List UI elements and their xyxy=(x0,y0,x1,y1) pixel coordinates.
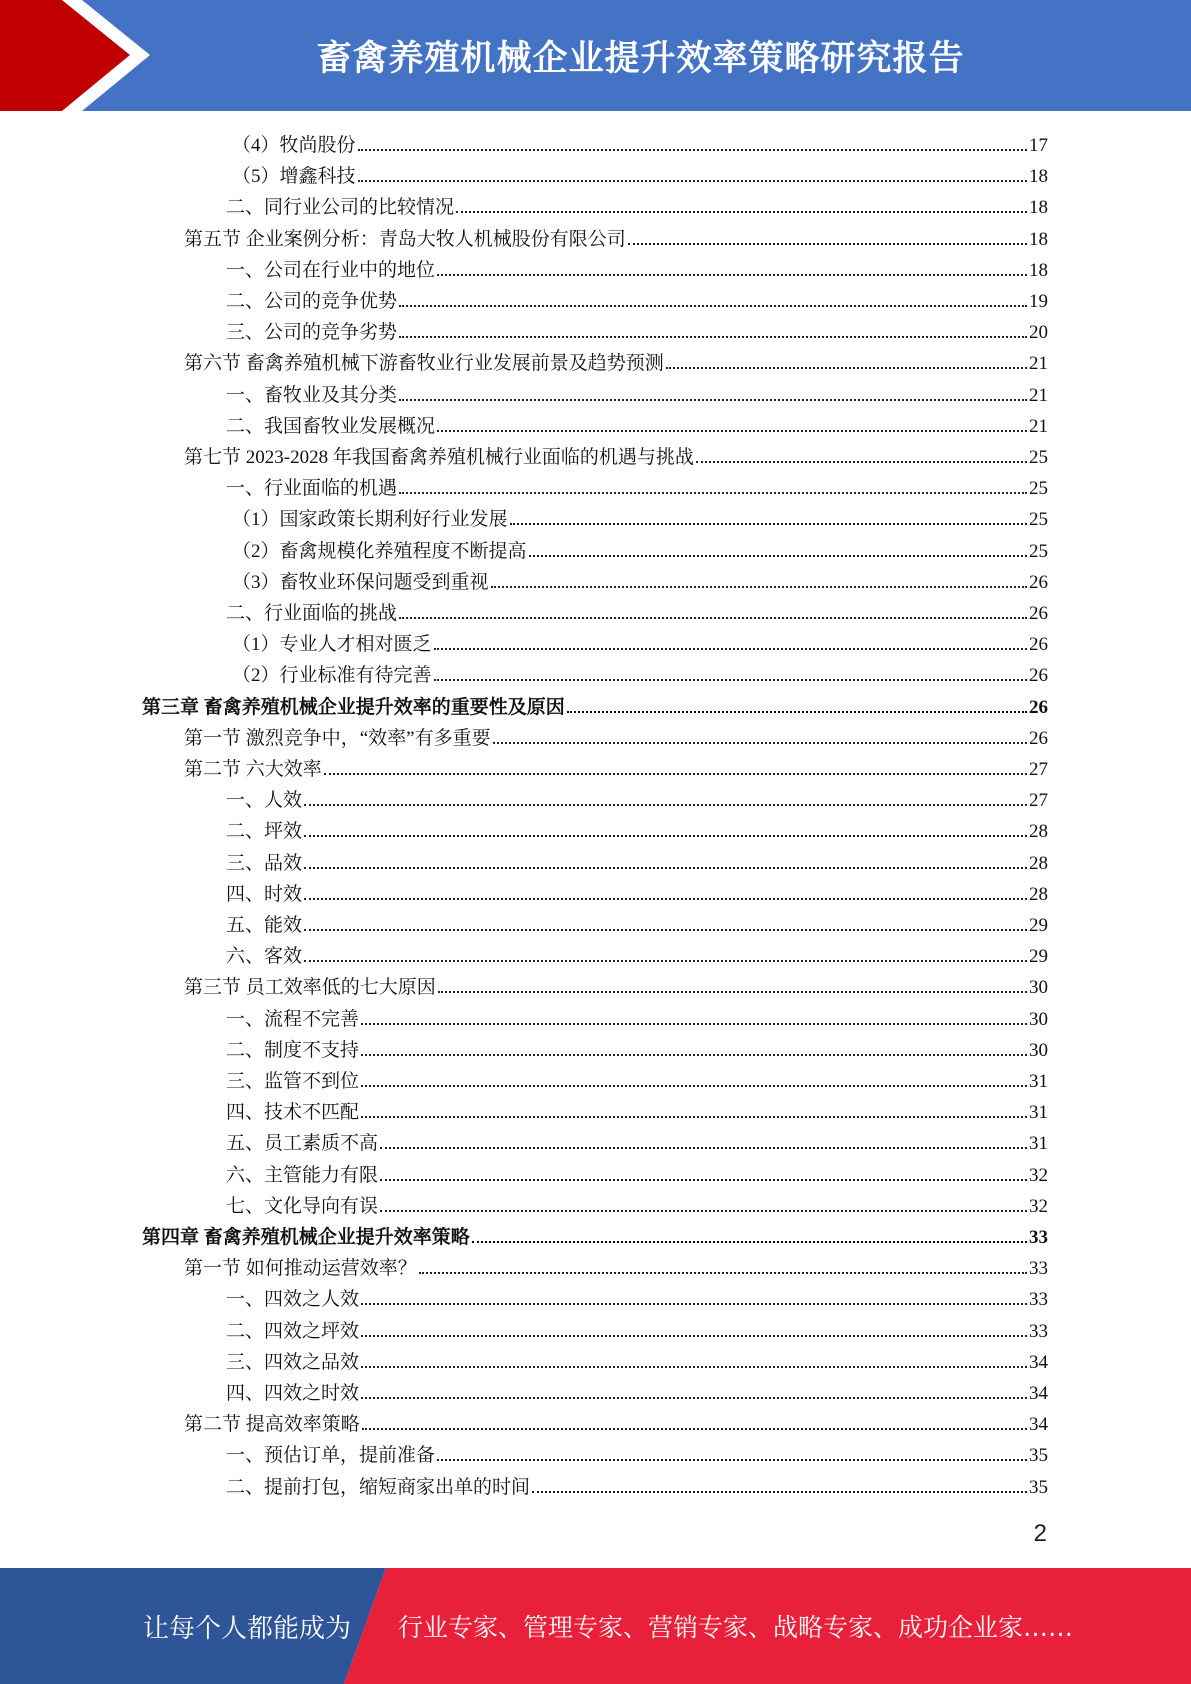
toc-dot-leader xyxy=(399,305,1027,307)
toc-entry[interactable] xyxy=(226,1093,1048,1124)
toc-entry[interactable] xyxy=(232,126,1048,157)
toc-dot-leader xyxy=(399,399,1027,401)
toc-entry-page: 34 xyxy=(1029,1414,1048,1435)
toc-entry-page: 17 xyxy=(1029,135,1048,156)
toc-dot-leader xyxy=(361,1335,1027,1337)
toc-dot-leader xyxy=(361,1054,1027,1056)
footer-slogan-left: 让每个人都能成为 xyxy=(143,1613,352,1644)
toc-entry-page: 19 xyxy=(1029,291,1048,312)
toc-dot-leader xyxy=(362,1428,1027,1430)
toc-dot-leader xyxy=(380,1147,1027,1149)
toc-entry-page: 18 xyxy=(1029,229,1048,250)
toc-entry-page: 26 xyxy=(1029,634,1048,655)
toc-entry-page: 29 xyxy=(1029,946,1048,967)
toc-dot-leader xyxy=(380,1179,1027,1181)
toc-dot-leader xyxy=(456,211,1027,213)
toc-entry-title: 三、品效 xyxy=(226,853,303,874)
toc-entry[interactable] xyxy=(184,220,1048,251)
toc-dot-leader xyxy=(491,586,1027,588)
toc-dot-leader xyxy=(324,773,1027,775)
toc-entry-title: （1）专业人才相对匮乏 xyxy=(232,634,432,655)
toc-entry-title: 第六节 畜禽养殖机械下游畜牧业行业发展前景及趋势预测 xyxy=(184,353,664,374)
toc-dot-leader xyxy=(472,1241,1027,1243)
toc-entry[interactable] xyxy=(142,1218,1048,1249)
toc-entry-title: 第四章 畜禽养殖机械企业提升效率策略 xyxy=(142,1227,470,1248)
toc-entry-title: 二、坪效 xyxy=(226,821,303,842)
toc-entry[interactable] xyxy=(226,469,1048,500)
toc-entry-title: 二、行业面临的挑战 xyxy=(226,603,398,624)
toc-entry[interactable] xyxy=(226,251,1048,282)
toc-entry-page: 28 xyxy=(1029,821,1048,842)
toc-dot-leader xyxy=(361,1397,1027,1399)
toc-entry[interactable] xyxy=(226,282,1048,313)
toc-dot-leader xyxy=(666,367,1027,369)
toc-dot-leader xyxy=(510,523,1027,525)
toc-entry-title: 一、流程不完善 xyxy=(226,1009,360,1030)
toc-entry-title: 二、四效之坪效 xyxy=(226,1321,360,1342)
toc-dot-leader xyxy=(532,1491,1027,1493)
toc-entry-title: 三、公司的竞争劣势 xyxy=(226,322,398,343)
toc-dot-leader xyxy=(361,1085,1027,1087)
toc-dot-leader xyxy=(696,461,1027,463)
toc-entry-page: 21 xyxy=(1029,353,1048,374)
toc-entry-title: 四、四效之时效 xyxy=(226,1383,360,1404)
toc-entry[interactable] xyxy=(226,188,1048,219)
toc-entry-page: 32 xyxy=(1029,1196,1048,1217)
toc-entry[interactable] xyxy=(226,937,1048,968)
toc-dot-leader xyxy=(628,243,1027,245)
toc-entry[interactable] xyxy=(184,719,1048,750)
toc-entry-page: 18 xyxy=(1029,197,1048,218)
toc-entry-title: 五、员工素质不高 xyxy=(226,1133,379,1154)
toc-entry-title: 二、制度不支持 xyxy=(226,1040,360,1061)
toc-dot-leader xyxy=(399,617,1027,619)
toc-entry[interactable] xyxy=(226,1312,1048,1343)
toc-entry[interactable] xyxy=(226,1062,1048,1093)
toc-entry-page: 26 xyxy=(1029,572,1048,593)
toc-dot-leader xyxy=(304,929,1027,931)
toc-dot-leader xyxy=(304,960,1027,962)
toc-entry-page: 26 xyxy=(1029,728,1048,749)
toc-dot-leader xyxy=(399,492,1027,494)
toc-dot-leader xyxy=(361,1023,1027,1025)
toc-entry[interactable] xyxy=(226,1343,1048,1374)
toc-entry[interactable] xyxy=(226,407,1048,438)
toc-entry-page: 18 xyxy=(1029,166,1048,187)
toc-entry[interactable] xyxy=(226,781,1048,812)
toc-dot-leader xyxy=(361,1303,1027,1305)
toc-entry-title: 一、人效 xyxy=(226,790,303,811)
toc-entry-title: 一、行业面临的机遇 xyxy=(226,478,398,499)
toc-entry-page: 21 xyxy=(1029,385,1048,406)
toc-dot-leader xyxy=(304,835,1027,837)
toc-entry[interactable] xyxy=(226,844,1048,875)
toc-dot-leader xyxy=(567,711,1027,713)
toc-entry-page: 35 xyxy=(1029,1445,1048,1466)
toc-entry-page: 33 xyxy=(1029,1227,1048,1248)
toc-entry[interactable] xyxy=(226,1280,1048,1311)
toc-entry[interactable] xyxy=(226,1468,1048,1499)
toc-dot-leader xyxy=(399,336,1027,338)
toc-entry-title: 二、提前打包，缩短商家出单的时间 xyxy=(226,1477,531,1498)
toc-dot-leader xyxy=(419,1272,1027,1274)
toc-entry-page: 33 xyxy=(1029,1258,1048,1279)
toc-dot-leader xyxy=(304,804,1027,806)
toc-entry-page: 26 xyxy=(1029,697,1048,718)
toc-entry-page: 27 xyxy=(1029,790,1048,811)
toc-entry-title: 四、时效 xyxy=(226,884,303,905)
toc-dot-leader xyxy=(438,991,1027,993)
toc-dot-leader xyxy=(361,1366,1027,1368)
toc-entry-title: 一、畜牧业及其分类 xyxy=(226,385,398,406)
toc-entry[interactable] xyxy=(226,1156,1048,1187)
toc-entry-title: 四、技术不匹配 xyxy=(226,1102,360,1123)
toc-entry[interactable] xyxy=(184,968,1048,999)
toc-entry[interactable] xyxy=(226,313,1048,344)
page-header xyxy=(0,0,1191,111)
toc-entry-title: （1）国家政策长期利好行业发展 xyxy=(232,509,508,530)
toc-entry-page: 25 xyxy=(1029,509,1048,530)
toc-entry-title: 一、公司在行业中的地位 xyxy=(226,260,436,281)
toc-entry-title: 二、公司的竞争优势 xyxy=(226,291,398,312)
toc-dot-leader xyxy=(437,1459,1027,1461)
toc-entry-title: 一、四效之人效 xyxy=(226,1289,360,1310)
toc-entry-title: 三、监管不到位 xyxy=(226,1071,360,1092)
toc-dot-leader xyxy=(493,742,1027,744)
toc-dot-leader xyxy=(304,867,1027,869)
toc-entry[interactable] xyxy=(226,1374,1048,1405)
toc-dot-leader xyxy=(304,898,1027,900)
toc-entry[interactable] xyxy=(232,656,1048,687)
toc-entry[interactable] xyxy=(226,1187,1048,1218)
toc-entry[interactable] xyxy=(232,157,1048,188)
toc-entry-title: 六、客效 xyxy=(226,946,303,967)
toc-entry-title: 第一节 如何推动运营效率？ xyxy=(184,1258,417,1279)
toc-entry[interactable] xyxy=(232,563,1048,594)
toc-entry-page: 18 xyxy=(1029,260,1048,281)
toc-entry-title: 第五节 企业案例分析：青岛大牧人机械股份有限公司 xyxy=(184,229,626,250)
toc-entry-page: 30 xyxy=(1029,1040,1048,1061)
toc-dot-leader xyxy=(437,274,1027,276)
toc-entry[interactable] xyxy=(184,1405,1048,1436)
toc-entry-page: 33 xyxy=(1029,1289,1048,1310)
toc-entry-page: 34 xyxy=(1029,1383,1048,1404)
toc-entry[interactable] xyxy=(226,1031,1048,1062)
toc-entry-title: 第一节 激烈竞争中，“效率”有多重要 xyxy=(184,728,491,749)
page-footer xyxy=(0,1568,1191,1684)
toc-entry-page: 25 xyxy=(1029,447,1048,468)
toc-entry-page: 21 xyxy=(1029,416,1048,437)
toc-entry[interactable] xyxy=(184,1249,1048,1280)
toc-entry[interactable] xyxy=(226,1124,1048,1155)
toc-entry-title: 第二节 提高效率策略 xyxy=(184,1414,360,1435)
toc-entry[interactable] xyxy=(232,500,1048,531)
toc-entry-title: （5）增鑫科技 xyxy=(232,166,356,187)
toc-entry-page: 30 xyxy=(1029,977,1048,998)
toc-entry-page: 26 xyxy=(1029,603,1048,624)
toc-entry-title: 三、四效之品效 xyxy=(226,1352,360,1373)
toc-entry-page: 31 xyxy=(1029,1102,1048,1123)
toc-entry-page: 28 xyxy=(1029,853,1048,874)
toc-entry[interactable] xyxy=(184,750,1048,781)
toc-entry-page: 35 xyxy=(1029,1477,1048,1498)
toc-entry[interactable] xyxy=(226,1000,1048,1031)
toc-entry-page: 34 xyxy=(1029,1352,1048,1373)
report-title: 畜禽养殖机械企业提升效率策略研究报告 xyxy=(316,38,965,79)
toc-entry-page: 33 xyxy=(1029,1321,1048,1342)
toc-entry[interactable] xyxy=(184,344,1048,375)
toc-entry[interactable] xyxy=(232,532,1048,563)
toc-entry-title: 第三章 畜禽养殖机械企业提升效率的重要性及原因 xyxy=(142,697,565,718)
toc-entry[interactable] xyxy=(226,594,1048,625)
toc-entry[interactable] xyxy=(142,688,1048,719)
toc-entry[interactable] xyxy=(226,906,1048,937)
toc-entry-title: 二、我国畜牧业发展概况 xyxy=(226,416,436,437)
toc-entry-title: 第三节 员工效率低的七大原因 xyxy=(184,977,436,998)
toc-dot-leader xyxy=(434,679,1027,681)
toc-dot-leader xyxy=(358,149,1027,151)
toc-entry-title: （3）畜牧业环保问题受到重视 xyxy=(232,572,489,593)
toc-entry-title: 第二节 六大效率 xyxy=(184,759,322,780)
toc-entry[interactable] xyxy=(226,1436,1048,1467)
toc-entry[interactable] xyxy=(226,875,1048,906)
toc-dot-leader xyxy=(358,180,1027,182)
toc-dot-leader xyxy=(434,648,1027,650)
toc-dot-leader xyxy=(380,1210,1027,1212)
toc-entry-page: 28 xyxy=(1029,884,1048,905)
toc-entry-page: 32 xyxy=(1029,1165,1048,1186)
toc-entry-page: 20 xyxy=(1029,322,1048,343)
toc-entry-page: 31 xyxy=(1029,1071,1048,1092)
toc-entry-page: 29 xyxy=(1029,915,1048,936)
toc-entry-title: 五、能效 xyxy=(226,915,303,936)
toc-entry[interactable] xyxy=(232,625,1048,656)
toc-entry-title: 七、文化导向有误 xyxy=(226,1196,379,1217)
toc-entry-title: 一、预估订单，提前准备 xyxy=(226,1445,436,1466)
page-number: 2 xyxy=(1033,1520,1047,1547)
toc-entry-page: 30 xyxy=(1029,1009,1048,1030)
toc-dot-leader xyxy=(361,1116,1027,1118)
toc-entry-title: （2）畜禽规模化养殖程度不断提高 xyxy=(232,541,527,562)
toc-entry-title: 第七节 2023-2028 年我国畜禽养殖机械行业面临的机遇与挑战 xyxy=(184,447,694,468)
toc-entry-page: 25 xyxy=(1029,478,1048,499)
toc-entry-page: 27 xyxy=(1029,759,1048,780)
toc-dot-leader xyxy=(437,430,1027,432)
toc-entry-title: （4）牧尚股份 xyxy=(232,135,356,156)
toc-entry-title: 六、主管能力有限 xyxy=(226,1165,379,1186)
toc-entry-page: 25 xyxy=(1029,541,1048,562)
toc-dot-leader xyxy=(529,555,1027,557)
toc-entry[interactable] xyxy=(184,438,1048,469)
toc-entry-title: （2）行业标准有待完善 xyxy=(232,665,432,686)
toc-entry-page: 26 xyxy=(1029,665,1048,686)
toc-entry-title: 二、同行业公司的比较情况 xyxy=(226,197,455,218)
footer-slogan-right: 行业专家、管理专家、营销专家、战略专家、成功企业家…… xyxy=(398,1613,1074,1642)
toc-entry[interactable] xyxy=(226,812,1048,843)
toc-entry[interactable] xyxy=(226,376,1048,407)
toc-entry-page: 31 xyxy=(1029,1133,1048,1154)
